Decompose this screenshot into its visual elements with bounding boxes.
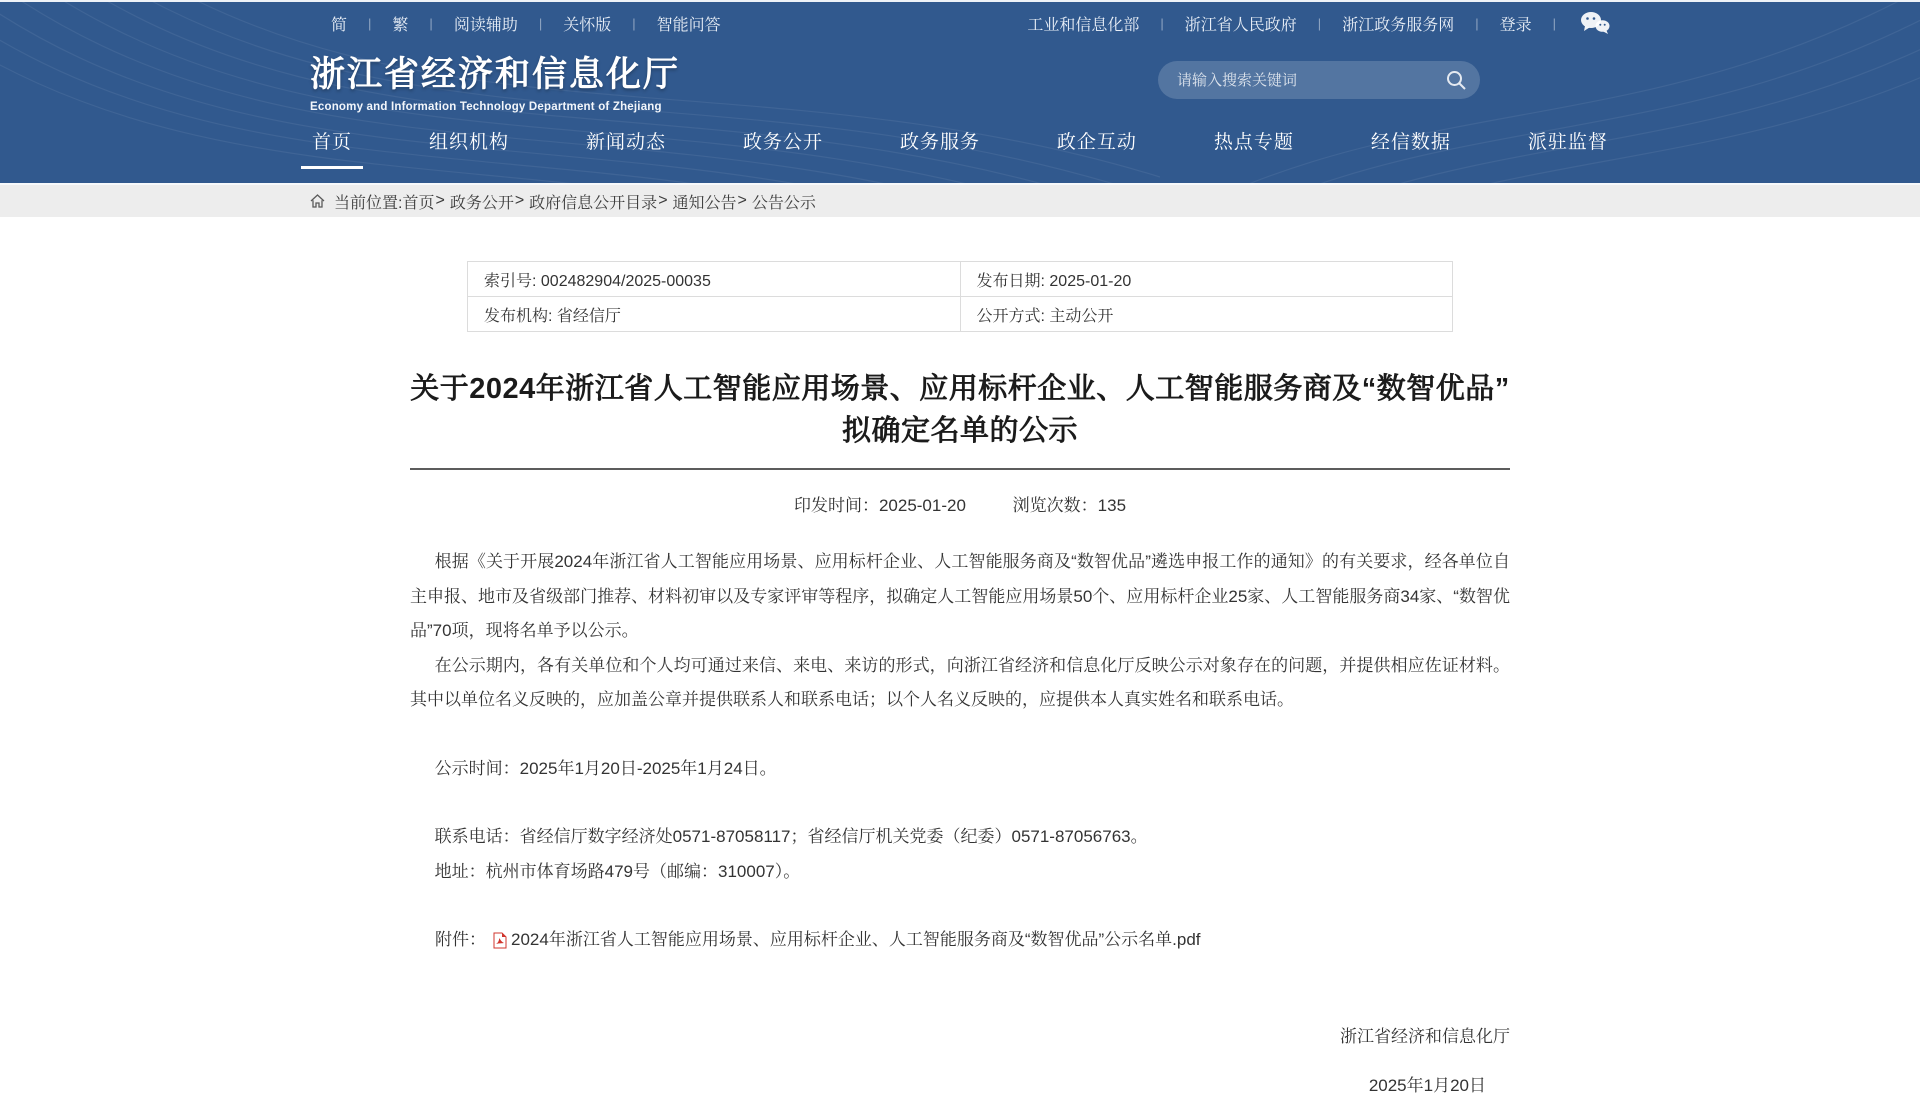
nav-item-economic-data[interactable]: 经信数据	[1370, 132, 1451, 153]
paragraph-publicity-period: 公示时间：2025年1月20日-2025年1月24日。	[434, 758, 777, 778]
doc-openmode-value: 主动公开	[1049, 307, 1114, 325]
site-logo-title: 浙江省经济和信息化厅	[310, 55, 681, 94]
signature-date: 2025年1月20日	[1368, 1076, 1486, 1096]
site-header	[0, 0, 1920, 183]
nav-item-organization[interactable]: 组织机构	[428, 132, 509, 153]
paragraph-intro-2: 在公示期内，各有关单位和个人均可通过来信、来电、来访的形式，向浙江省经济和信息化厅反映公示对象存在的问题，并提供相应佐证材料。其中以单位名义反映的，应加盖公章并提供联系人和联系电话；以个人名义反映的，应提供本人真实姓名和联系电话。	[410, 655, 1510, 710]
doc-meta-row	[410, 491, 1510, 516]
site-logo-subtitle: Economy and Information Technology Department of Zhejiang	[310, 101, 662, 113]
link-zhejiang-gov[interactable]: 浙江省人民政府	[1184, 16, 1297, 34]
views-label: 浏览次数：	[1012, 496, 1098, 516]
separator: |	[1475, 15, 1479, 31]
pdf-icon	[492, 932, 508, 949]
doc-index-label: 索引号:	[484, 272, 537, 290]
paragraph-contact-phone: 联系电话：省经信厅数字经济处0571-87058117；省经信厅机关党委（纪委）0571-87056763。	[434, 827, 1148, 847]
breadcrumb-separator: >	[514, 192, 525, 209]
doc-pubdate-value: 2025-01-20	[1049, 272, 1132, 290]
paragraph-address: 地址：杭州市体育场路479号（邮编：310007）。	[434, 861, 801, 881]
doc-pubdate-label: 发布日期:	[976, 272, 1045, 290]
search-input[interactable]	[1158, 61, 1480, 99]
link-smart-qa[interactable]: 智能问答	[656, 16, 721, 34]
home-icon	[310, 194, 325, 208]
doc-agency-label: 发布机构:	[484, 307, 553, 325]
breadcrumb-item-announcements[interactable]: 公告公示	[751, 194, 816, 212]
views-value: 135	[1097, 496, 1127, 516]
attachment-link[interactable]: 2024年浙江省人工智能应用场景、应用标杆企业、人工智能服务商及“数智优品”公示名单.pdf	[511, 930, 1201, 950]
nav-item-gov-disclosure[interactable]: 政务公开	[742, 132, 823, 153]
main-nav	[310, 121, 1610, 172]
link-care-version[interactable]: 关怀版	[563, 16, 612, 34]
paragraph-intro-1: 根据《关于开展2024年浙江省人工智能应用场景、应用标杆企业、人工智能服务商及“数智优品”遴选申报工作的通知》的有关要求，经各单位自主申报、地市及省级部门推荐、材料初审以及专家评审等程序，拟确定人工智能应用场景50个、应用标杆企业25家、人工智能服务商34家、“数智优品”70项，现将名单予以公示。	[410, 552, 1510, 641]
breadcrumb-separator: >	[737, 192, 747, 209]
breadcrumb-item-notices[interactable]: 通知公告	[672, 194, 737, 212]
breadcrumb-separator: >	[658, 192, 668, 209]
doc-info-table	[467, 261, 1453, 332]
doc-index-cell	[468, 262, 961, 297]
doc-pubdate-cell	[960, 262, 1453, 297]
separator: |	[429, 15, 433, 31]
login-link[interactable]: 登录	[1499, 16, 1532, 34]
utility-links-right	[1006, 11, 1610, 35]
doc-openmode-label: 公开方式:	[976, 307, 1045, 325]
separator: |	[1552, 15, 1556, 31]
separator: |	[632, 15, 636, 31]
nav-item-news[interactable]: 新闻动态	[585, 132, 666, 153]
link-zhejiang-service-net[interactable]: 浙江政务服务网	[1342, 16, 1455, 34]
wechat-icon[interactable]	[1580, 11, 1610, 35]
table-row	[468, 262, 1453, 297]
breadcrumb-item-home[interactable]: 首页	[402, 194, 435, 212]
nav-item-gov-services[interactable]: 政务服务	[899, 132, 980, 153]
breadcrumb-bar	[0, 183, 1920, 217]
breadcrumb-item-catalog[interactable]: 政府信息公开目录	[529, 194, 658, 212]
doc-openmode-cell	[960, 297, 1453, 332]
search-icon[interactable]	[1445, 69, 1467, 91]
site-search	[1158, 61, 1480, 99]
doc-agency-cell	[468, 297, 961, 332]
link-simplified-chinese[interactable]: 简	[331, 16, 348, 34]
link-traditional-chinese[interactable]: 繁	[392, 16, 409, 34]
nav-item-hot-topics[interactable]: 热点专题	[1213, 132, 1294, 153]
link-reading-aid[interactable]: 阅读辅助	[453, 16, 518, 34]
print-time-label: 印发时间：	[793, 496, 879, 516]
nav-item-home[interactable]: 首页	[310, 121, 354, 172]
utility-bar	[310, 2, 1610, 35]
utility-links-left	[310, 12, 742, 35]
table-row	[468, 297, 1453, 332]
attachment-row	[410, 923, 1510, 958]
title-divider	[410, 468, 1510, 470]
nav-item-supervision[interactable]: 派驻监督	[1527, 132, 1608, 153]
signature-block	[410, 1020, 1510, 1104]
attachment-label: 附件：	[435, 930, 486, 950]
separator: |	[368, 15, 372, 31]
doc-agency-value: 省经信厅	[556, 307, 621, 325]
brand-row	[310, 47, 1610, 113]
doc-index-value: 002482904/2025-00035	[540, 272, 711, 290]
site-logo[interactable]	[310, 47, 680, 113]
breadcrumb-location-label: 当前位置:	[334, 194, 403, 212]
nav-item-gov-enterprise[interactable]: 政企互动	[1056, 132, 1137, 153]
breadcrumb	[310, 190, 1610, 213]
separator: |	[538, 15, 543, 31]
article-page	[410, 261, 1510, 1104]
article-body	[410, 545, 1510, 1104]
breadcrumb-separator: >	[435, 192, 445, 209]
separator: |	[1160, 15, 1164, 31]
link-miit[interactable]: 工业和信息化部	[1027, 16, 1140, 34]
page-title: 关于2024年浙江省人工智能应用场景、应用标杆企业、人工智能服务商及“数智优品”拟确定名单的公示	[410, 373, 1510, 448]
breadcrumb-item-disclosure[interactable]: 政务公开	[449, 194, 514, 212]
signature-org: 浙江省经济和信息化厅	[1340, 1026, 1510, 1046]
separator: |	[1317, 15, 1322, 31]
print-time-value: 2025-01-20	[878, 496, 966, 516]
